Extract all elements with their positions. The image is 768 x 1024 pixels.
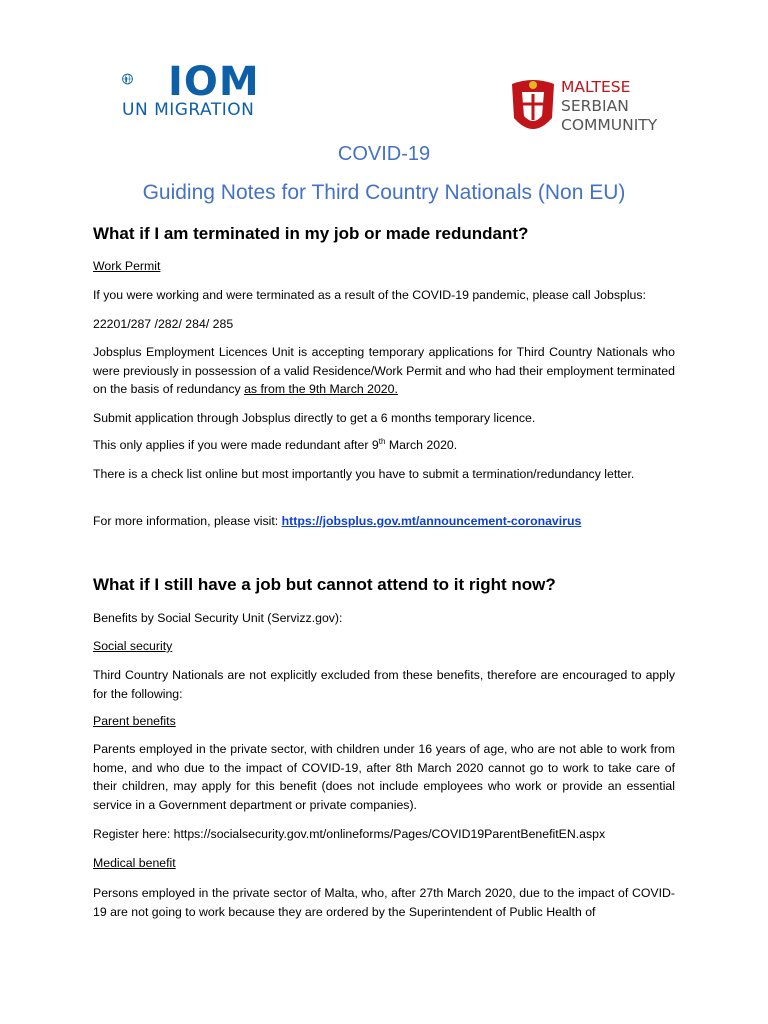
paragraph: Third Country Nationals are not explicitly excluded from these benefits, therefore are encouraged to apply for the following: [93,668,675,701]
paragraph: Persons employed in the private sector of Malta, who, after 27th March 2020, due to the impact of COVID-19 are not going to work because they are ordered by the Superintendent of Public Health of [93,886,675,919]
msc-line1: MALTESE [561,78,631,96]
phone-numbers: 22201/287 /282/ 284/ 285 [93,317,234,331]
msc-wordmark [561,78,657,135]
msc-line3: COMMUNITY [561,116,658,134]
iom-tagline: UN MIGRATION [122,100,255,120]
doc-title: COVID-19 [337,143,431,165]
iom-emblem-icon [122,62,166,102]
msc-line2: SERBIAN [561,97,629,115]
section2-heading: What if I still have a job but cannot attend to it right now? [93,575,556,594]
paragraph: Benefits by Social Security Unit (Servizz.gov): [93,611,343,625]
paragraph: If you were working and were terminated as a result of the COVID-19 pandemic, please call Jobsplus: [93,288,646,302]
subheading-medical-benefit: Medical benefit [93,856,176,870]
jobsplus-link[interactable]: https://jobsplus.gov.mt/announcement-coronavirus [281,514,582,528]
paragraph: Submit application through Jobsplus directly to get a 6 months temporary licence. [93,411,536,425]
serbian-coat-of-arms-icon [508,78,558,140]
paragraph: Parents employed in the private sector, with children under 16 years of age, who are not able to work from home, and who due to the impact of COVID-19, after 8th March 2020 cannot go to work to take care of their children, may apply for this benefit (does not include employees who work or provide an essential service in a Government department or private companies). [93,742,675,812]
section1-heading: What if I am terminated in my job or made redundant? [93,224,529,243]
doc-subtitle: Guiding Notes for Third Country Nationals (Non EU) [142,181,626,204]
subheading-social-security: Social security [93,639,173,653]
paragraph: Jobsplus Employment Licences Unit is accepting temporary applications for Third Country Nationals who were previously in possession of a valid Residence/Work Permit and who had their employment terminated on the basis of redundancy as from the 9th March 2020. [93,345,675,396]
paragraph: This only applies if you were made redundant after 9th March 2020. [93,436,458,452]
iom-name: IOM [168,59,260,105]
paragraph: There is a check list online but most importantly you have to submit a termination/redundancy letter. [93,467,635,481]
paragraph: Register here: https://socialsecurity.gov.mt/onlineforms/Pages/COVID19ParentBenefitEN.aspx [93,827,606,841]
subheading-work-permit: Work Permit [93,259,161,273]
paragraph: For more information, please visit: https://jobsplus.gov.mt/announcement-coronavirus [93,514,582,528]
subheading-parent-benefits: Parent benefits [93,714,176,728]
